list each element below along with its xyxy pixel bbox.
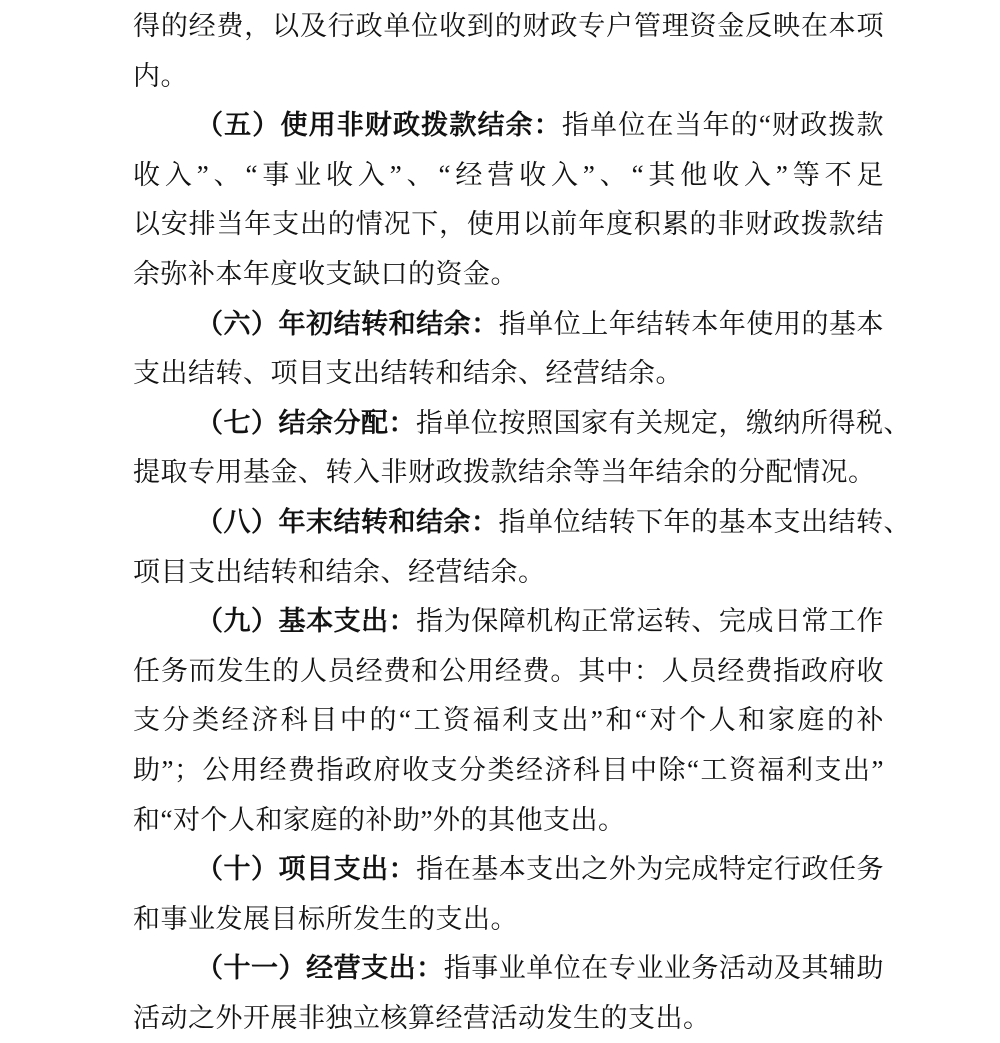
text-line bbox=[133, 399, 911, 449]
line-text: 收入”、“事业收入”、“经营收入”、“其他收入”等不足 bbox=[133, 159, 884, 190]
text-line bbox=[133, 2, 884, 52]
text-line bbox=[133, 647, 884, 697]
line-text: 得的经费，以及行政单位收到的财政专户管理资金反映在本项 bbox=[133, 11, 884, 41]
line-text: 项目支出结转和结余、经营结余。 bbox=[133, 556, 546, 587]
line-text: 以安排当年支出的情况下，使用以前年度积累的非财政拨款结 bbox=[133, 209, 884, 240]
text-line bbox=[133, 696, 884, 746]
line-text: 和“对个人和家庭的补助”外的其他支出。 bbox=[133, 804, 626, 835]
term-label: （十一）经营支出： bbox=[196, 953, 444, 984]
line-text: 助”；公用经费指政府收支分类经济科目中除“工资福利支出” bbox=[133, 754, 884, 785]
term-label: （十）项目支出： bbox=[196, 854, 417, 885]
text-line bbox=[133, 52, 884, 102]
text-line bbox=[133, 151, 884, 201]
line-text: 提取专用基金、转入非财政拨款结余等当年结余的分配情况。 bbox=[133, 457, 876, 488]
text-line bbox=[133, 994, 884, 1043]
line-text: 指单位按照国家有关规定，缴纳所得税、 bbox=[416, 407, 911, 438]
line-text: 任务而发生的人员经费和公用经费。其中：人员经费指政府收 bbox=[133, 655, 884, 686]
text-line bbox=[133, 300, 884, 350]
text-line bbox=[133, 349, 884, 399]
line-text: 指在基本支出之外为完成特定行政任务 bbox=[416, 854, 885, 885]
text-line bbox=[133, 101, 884, 151]
text-line bbox=[133, 796, 884, 846]
term-label: （九）基本支出： bbox=[196, 606, 417, 637]
line-text: 和事业发展目标所发生的支出。 bbox=[133, 903, 518, 934]
line-text: 指单位结转下年的基本支出结转、 bbox=[498, 506, 911, 537]
text-line bbox=[133, 498, 911, 548]
text-line bbox=[133, 448, 884, 498]
text-line bbox=[133, 548, 884, 598]
line-text: 指单位在当年的“财政拨款 bbox=[561, 110, 885, 141]
term-label: （五）使用非财政拨款结余： bbox=[196, 110, 562, 141]
line-text: 活动之外开展非独立核算经营活动发生的支出。 bbox=[133, 1002, 711, 1033]
text-line bbox=[133, 200, 884, 250]
line-text: 指单位上年结转本年使用的基本 bbox=[498, 308, 885, 339]
line-text: 内。 bbox=[133, 60, 188, 91]
text-line bbox=[133, 895, 884, 945]
line-text: 支分类经济科目中的“工资福利支出”和“对个人和家庭的补 bbox=[133, 705, 884, 736]
text-line bbox=[133, 845, 884, 895]
term-label: （八）年末结转和结余： bbox=[196, 506, 499, 537]
line-text: 支出结转、项目支出结转和结余、经营结余。 bbox=[133, 358, 683, 389]
line-text: 余弥补本年度收支缺口的资金。 bbox=[133, 258, 518, 289]
term-label: （六）年初结转和结余： bbox=[196, 308, 499, 339]
line-text: 指事业单位在专业业务活动及其辅助 bbox=[443, 953, 884, 984]
text-line bbox=[133, 746, 884, 796]
text-line bbox=[133, 597, 884, 647]
text-line bbox=[133, 944, 884, 994]
term-label: （七）结余分配： bbox=[196, 407, 416, 438]
line-text: 指为保障机构正常运转、完成日常工作 bbox=[416, 606, 885, 637]
text-line bbox=[133, 250, 884, 300]
